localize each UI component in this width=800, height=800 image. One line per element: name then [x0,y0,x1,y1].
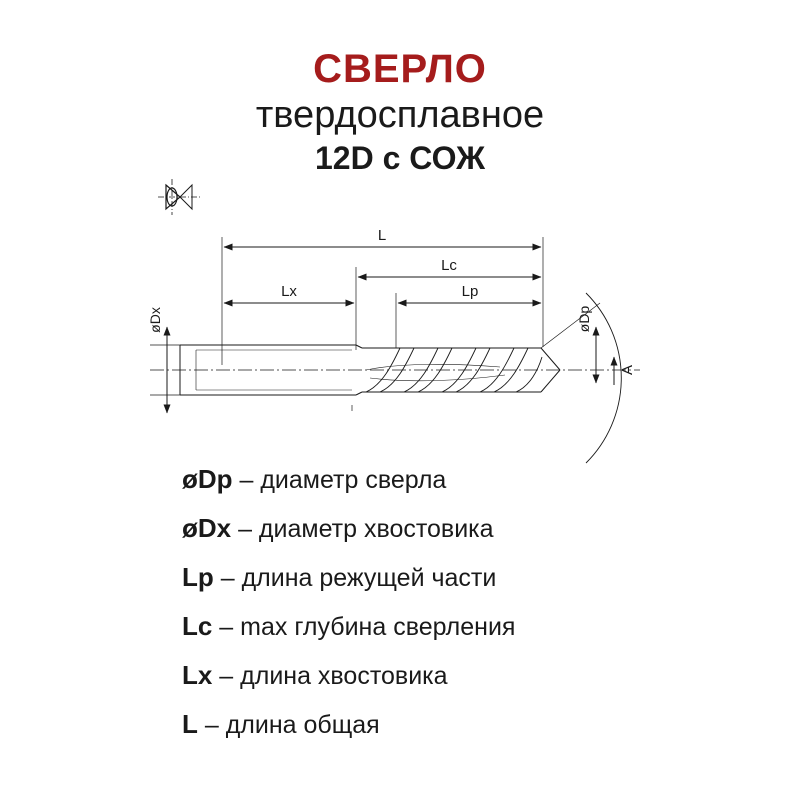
dimension-L [222,227,543,365]
legend-symbol: Lx [182,660,213,690]
legend-list [182,466,782,760]
svg-text:øDp: øDp [576,305,592,333]
legend-dash: – [231,515,259,543]
dimension-Lx [224,283,354,303]
list-item [182,711,782,738]
dimension-Dp [541,303,600,383]
legend-description: max глубина сверления [240,613,516,641]
legend-symbol: øDx [182,513,232,543]
legend-symbol: øDp [182,464,233,494]
svg-text:L: L [377,227,387,244]
drill-technical-drawing [0,215,800,475]
page-title: СВЕРЛО [313,47,487,91]
legend-symbol: L [182,709,198,739]
page-subtitle-1: твердосплавное [255,94,545,136]
dimension-Lp [396,283,541,348]
legend-dash: – [213,564,242,592]
legend-description: диаметр хвостовика [258,515,494,543]
legend-description: длина режущей части [241,564,497,592]
legend-dash: – [212,662,241,690]
svg-text:øDx: øDx [147,307,163,333]
legend-description: диаметр сверла [260,466,447,494]
legend-description: длина общая [225,711,380,739]
page-subtitle-2: 12D с СОЖ [315,139,485,176]
legend-description: длина хвостовика [240,662,448,690]
legend-symbol: Lp [182,562,214,592]
list-item [182,466,782,493]
list-item [182,613,782,640]
svg-text:Lc: Lc [441,257,457,274]
svg-text:A: A [619,364,636,376]
svg-text:Lp: Lp [461,283,479,300]
legend-dash: – [197,711,226,739]
dimension-Dx [147,307,228,413]
legend-symbol: Lc [182,611,213,641]
title-block [0,48,800,176]
list-item [182,564,782,591]
legend-dash: – [212,613,241,641]
legend-dash: – [232,466,261,494]
first-angle-projection-symbol [158,176,200,218]
list-item [182,515,782,542]
svg-text:Lx: Lx [281,283,297,300]
list-item [182,662,782,689]
dimension-A [586,293,636,463]
